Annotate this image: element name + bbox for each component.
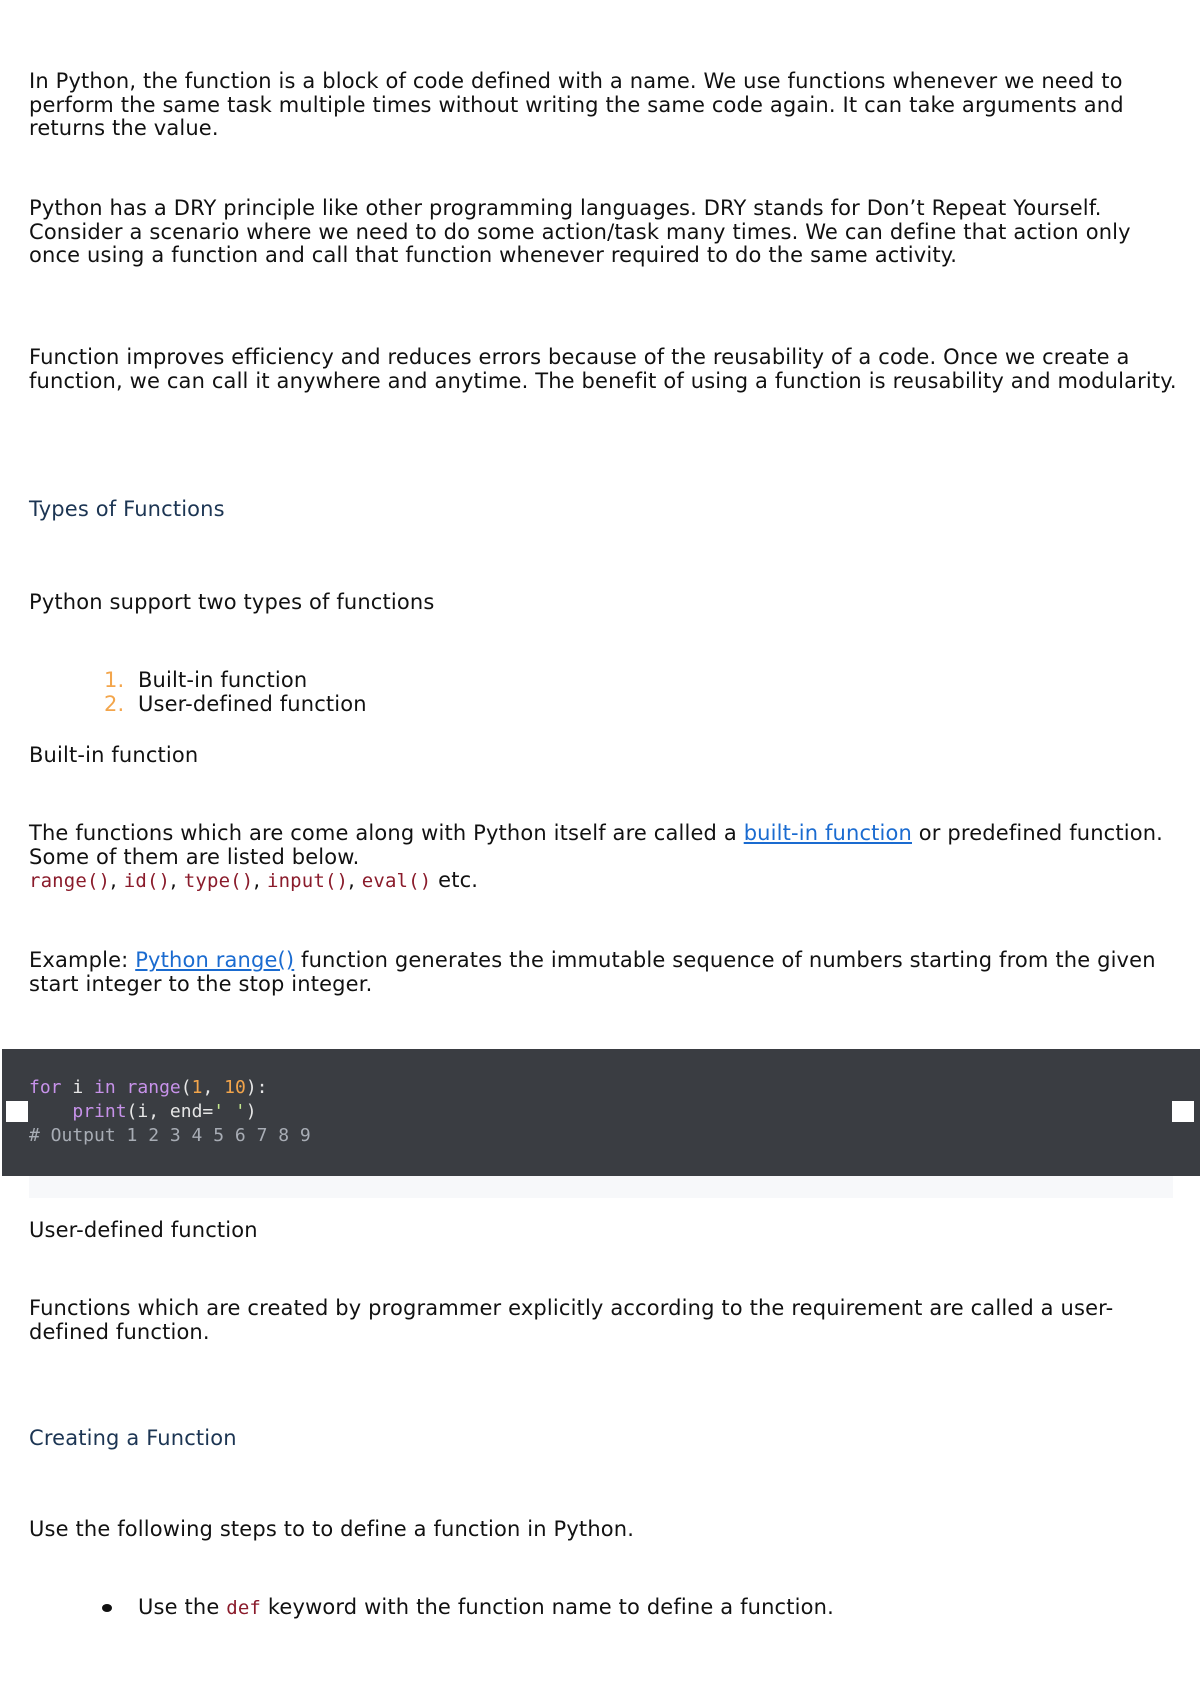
codes-suffix: etc. bbox=[431, 868, 479, 892]
code-left-handle bbox=[6, 1101, 28, 1122]
code-token: print bbox=[72, 1101, 127, 1122]
code-line-3: # Output 1 2 3 4 5 6 7 8 9 bbox=[29, 1125, 311, 1146]
creating-steps-list bbox=[104, 1596, 834, 1621]
list-item bbox=[104, 1596, 834, 1621]
code-line-1 bbox=[29, 1076, 268, 1100]
list-item bbox=[104, 693, 367, 717]
list-item bbox=[104, 669, 367, 693]
code-token: ): bbox=[245, 1077, 268, 1098]
builtin-text-after: or predefined function. Some of them are listed below. bbox=[29, 821, 1164, 869]
list-item-label: User-defined function bbox=[138, 691, 367, 716]
code-input: input() bbox=[267, 870, 349, 892]
types-list bbox=[104, 669, 367, 716]
creating-heading: Creating a Function bbox=[29, 1426, 237, 1450]
code-token: in bbox=[94, 1077, 116, 1098]
code-token: for bbox=[29, 1077, 62, 1098]
code-token: (i, end= bbox=[126, 1101, 214, 1122]
code-token: ' ' bbox=[213, 1101, 246, 1122]
userdef-paragraph: Functions which are created by programmer explicitly according to the requirement are called a user-defined function. bbox=[29, 1296, 1114, 1344]
code-token: 1 bbox=[191, 1077, 203, 1098]
step-text-before: Use the bbox=[138, 1595, 227, 1619]
python-range-link[interactable]: Python range() bbox=[135, 948, 295, 972]
types-heading: Types of Functions bbox=[29, 497, 225, 521]
builtin-paragraph: The functions which are come along with Python itself are called a built-in function or predefined function. Some of them are listed below. range(), id(), type(), input(), eval() etc. bbox=[29, 821, 1164, 892]
code-range: range() bbox=[29, 870, 111, 892]
intro-paragraph-2: Python has a DRY principle like other programming languages. DRY stands for Don’t Repeat Yourself. Consider a scenario where we need to do some action/task many times. We can define that action only once using a function and call that function whenever required to do the same activity. bbox=[29, 196, 1131, 267]
example-label: Example: bbox=[29, 948, 136, 972]
code-token: 10 bbox=[224, 1077, 246, 1098]
list-number: 2. bbox=[104, 691, 125, 716]
intro-paragraph-3: Function improves efficiency and reduces errors because of the reusability of a code. Once we create a function, we can call it anywhere and anytime. The benefit of using a function is reusability and modularity. bbox=[29, 345, 1177, 393]
code-right-handle bbox=[1172, 1101, 1194, 1122]
list-number: 1. bbox=[104, 668, 125, 692]
code-block-scrollbar[interactable] bbox=[29, 1176, 1173, 1198]
step-text-after: keyword with the function name to define a function. bbox=[261, 1595, 834, 1619]
code-def: def bbox=[226, 1597, 262, 1619]
types-lead: Python support two types of functions bbox=[29, 590, 435, 614]
bullet-icon bbox=[102, 1604, 112, 1612]
userdef-heading: User-defined function bbox=[29, 1218, 258, 1242]
builtin-text-before: The functions which are come along with Python itself are called a bbox=[29, 821, 744, 845]
creating-lead: Use the following steps to to define a function in Python. bbox=[29, 1517, 635, 1541]
code-eval: eval() bbox=[361, 870, 432, 892]
code-token: ) bbox=[245, 1101, 257, 1122]
code-token bbox=[29, 1101, 72, 1122]
code-token: range bbox=[115, 1077, 181, 1098]
code-token: , bbox=[202, 1077, 225, 1098]
code-token: i bbox=[61, 1077, 95, 1098]
intro-paragraph-1: In Python, the function is a block of code defined with a name. We use functions whenever we need to perform the same task multiple times without writing the same code again. It can take arguments and returns the value. bbox=[29, 69, 1124, 140]
example-paragraph bbox=[29, 949, 1179, 996]
example-text: function generates the immutable sequence of numbers starting from the given start integer to the stop integer. bbox=[29, 948, 1156, 996]
code-line-2 bbox=[29, 1100, 257, 1124]
code-token: ( bbox=[180, 1077, 192, 1098]
code-id: id() bbox=[123, 870, 171, 892]
code-type: type() bbox=[183, 870, 254, 892]
builtin-heading: Built-in function bbox=[29, 743, 199, 767]
builtin-function-link[interactable]: built-in function bbox=[743, 821, 912, 845]
list-item-label: Built-in function bbox=[138, 668, 308, 692]
